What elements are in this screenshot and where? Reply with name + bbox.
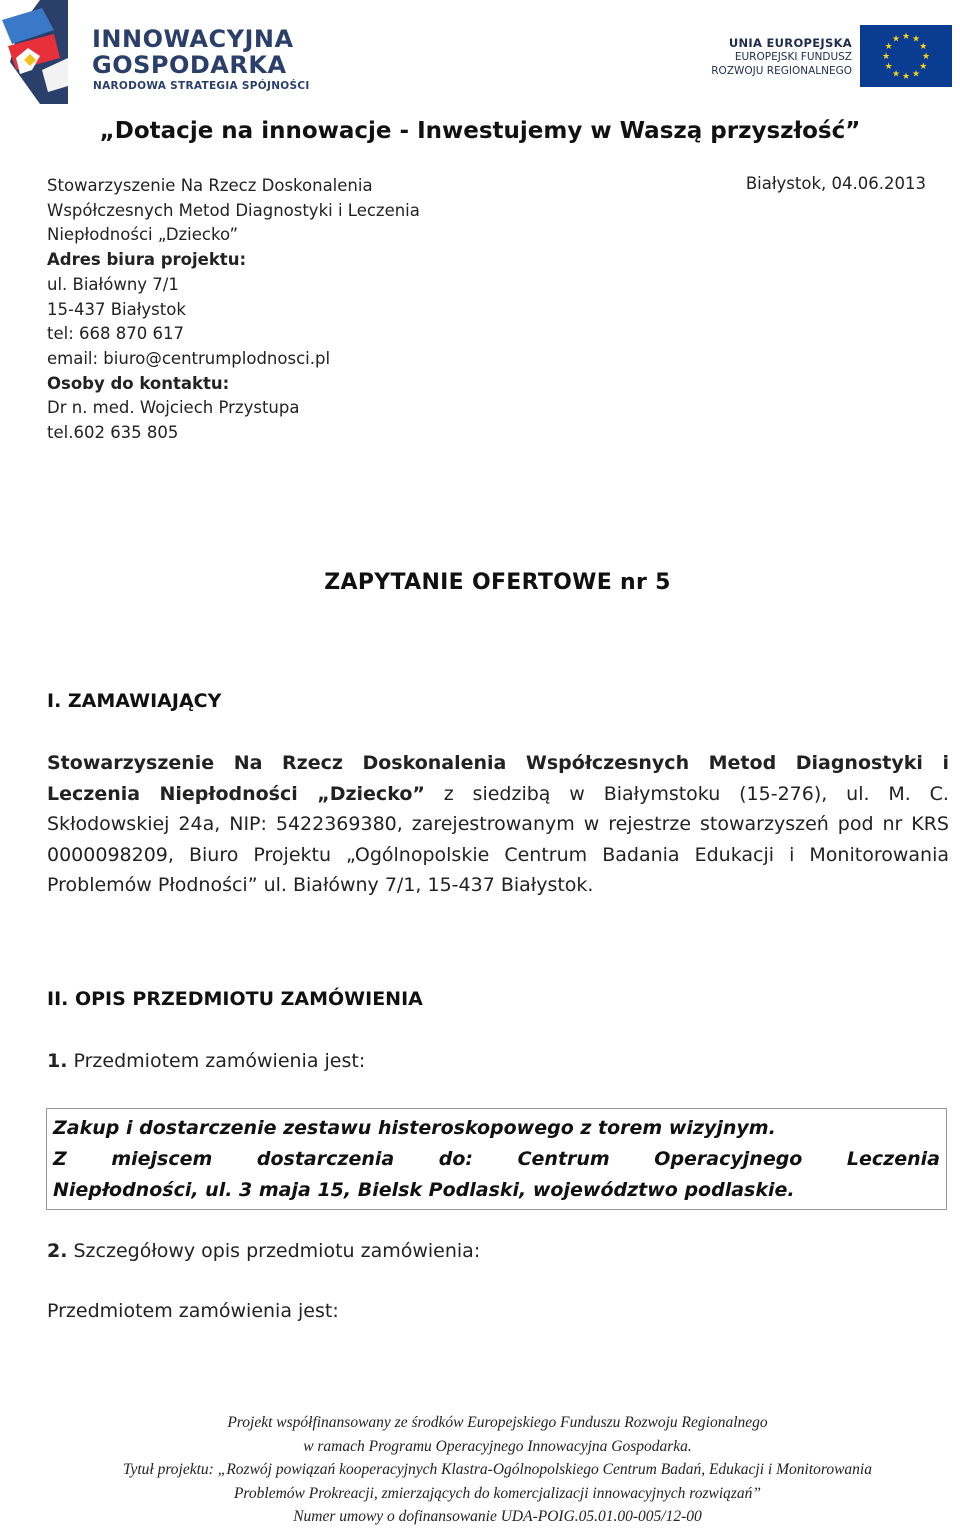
section1-rest: z siedzibą w Białymstoku (15-276), ul. M. C. Skłodowskiej 24a, NIP: 5422369380, zarejestrowanym w rejestrze stowarzyszeń pod nr KRS 0000098209, Biuro Projektu „Ogólnopolskie Centrum Badania Edukacji i Monitorowania Problemów Płodności” ul. Białówny 7/1, 15-437 Białystok. bbox=[47, 782, 949, 896]
section1-paragraph bbox=[47, 748, 949, 901]
document-title: ZAPYTANIE OFERTOWE nr 5 bbox=[324, 570, 671, 595]
document-date: Białystok, 04.06.2013 bbox=[745, 174, 926, 193]
eu-star-icon: ★ bbox=[919, 62, 928, 72]
eu-star-icon: ★ bbox=[891, 69, 901, 80]
eu-star-icon: ★ bbox=[911, 69, 921, 80]
item2 bbox=[47, 1236, 949, 1267]
sender-block bbox=[47, 174, 420, 446]
eu-star-icon: ★ bbox=[891, 34, 901, 45]
eu-star-icon: ★ bbox=[919, 42, 928, 52]
eu-logo bbox=[692, 25, 952, 87]
item1-text: Przedmiotem zamówienia jest: bbox=[67, 1050, 366, 1072]
footer-line4: Problemów Prokreacji, zmierzających do komercjalizacji innowacyjnych rozwiązań” bbox=[233, 1484, 762, 1502]
footer-line2: w ramach Programu Operacyjnego Innowacyjna Gospodarka. bbox=[303, 1437, 692, 1455]
sender-tel: tel: 668 870 617 bbox=[47, 324, 184, 344]
eu-line1: UNIA EUROPEJSKA bbox=[728, 36, 852, 50]
headline: „Dotacje na innowacje - Inwestujemy w Waszą przyszłość” bbox=[99, 118, 861, 144]
sender-org-line1: Stowarzyszenie Na Rzecz Doskonalenia bbox=[47, 176, 373, 195]
eu-star-icon: ★ bbox=[901, 32, 911, 42]
eu-star-icon: ★ bbox=[881, 52, 891, 62]
box-line3: Niepłodności, ul. 3 maja 15, Bielsk Podlaski, województwo podlaskie. bbox=[53, 1179, 795, 1201]
eu-star-icon: ★ bbox=[884, 42, 893, 52]
section2-heading: II. OPIS PRZEDMIOTU ZAMÓWIENIA bbox=[47, 988, 423, 1010]
item1-number: 1. bbox=[47, 1050, 68, 1072]
eu-line3: ROZWOJU REGIONALNEGO bbox=[711, 65, 852, 77]
logo-line3: NARODOWA STRATEGIA SPÓJNOŚCI bbox=[93, 80, 310, 92]
box-line1: Zakup i dostarczenie zestawu histeroskopowego z torem wizyjnym. bbox=[53, 1117, 776, 1139]
logo-line1: INNOWACYJNA bbox=[92, 25, 294, 53]
innowacyjna-gospodarka-logo bbox=[0, 0, 330, 105]
item1 bbox=[47, 1046, 949, 1077]
eu-logo-text bbox=[711, 36, 852, 78]
contact-name: Dr n. med. Wojciech Przystupa bbox=[47, 398, 300, 418]
sender-city: 15-437 Białystok bbox=[47, 299, 186, 319]
item2-number: 2. bbox=[47, 1240, 68, 1262]
sender-email: email: biuro@centrumplodnosci.pl bbox=[47, 348, 331, 368]
eu-star-icon: ★ bbox=[884, 62, 893, 72]
logo-line2: GOSPODARKA bbox=[92, 51, 287, 79]
eu-flag-icon bbox=[860, 25, 952, 87]
subject-box bbox=[46, 1108, 947, 1210]
contact-tel: tel.602 635 805 bbox=[47, 423, 179, 443]
footer-line1: Projekt współfinansowany ze środków Europejskiego Funduszu Rozwoju Regionalnego bbox=[227, 1414, 768, 1431]
footer-line5: Numer umowy o dofinansowanie UDA-POIG.05.01.00-005/12-00 bbox=[293, 1508, 702, 1525]
ig-logo-mark bbox=[2, 0, 90, 104]
address-label: Adres biura projektu: bbox=[47, 250, 247, 270]
last-paragraph: Przedmiotem zamówienia jest: bbox=[47, 1300, 339, 1322]
contact-label: Osoby do kontaktu: bbox=[47, 373, 230, 393]
eu-star-icon: ★ bbox=[901, 72, 911, 82]
section1-heading: I. ZAMAWIAJĄCY bbox=[47, 690, 222, 712]
sender-org-line3: Niepłodności „Dziecko” bbox=[47, 225, 239, 245]
section1-bold: Stowarzyszenie Na Rzecz Doskonalenia Współczesnych Metod Diagnostyki i Leczenia Niepłodności „Dziecko” bbox=[47, 752, 949, 805]
footer bbox=[0, 1411, 960, 1529]
eu-line2: EUROPEJSKI FUNDUSZ bbox=[734, 51, 852, 63]
eu-star-icon: ★ bbox=[921, 52, 931, 62]
footer-line3: Tytuł projektu: „Rozwój powiązań kooperacyjnych Klastra-Ogólnopolskiego Centrum Badań, Edukacji i Monitorowania bbox=[123, 1461, 872, 1478]
sender-org-line2: Współczesnych Metod Diagnostyki i Leczenia bbox=[47, 200, 420, 220]
eu-star-icon: ★ bbox=[911, 34, 921, 45]
box-line2: Z miejscem dostarczenia do: Centrum Operacyjnego Leczenia bbox=[53, 1148, 940, 1170]
sender-street: ul. Białówny 7/1 bbox=[47, 274, 179, 294]
item2-text: Szczegółowy opis przedmiotu zamówienia: bbox=[67, 1240, 481, 1262]
